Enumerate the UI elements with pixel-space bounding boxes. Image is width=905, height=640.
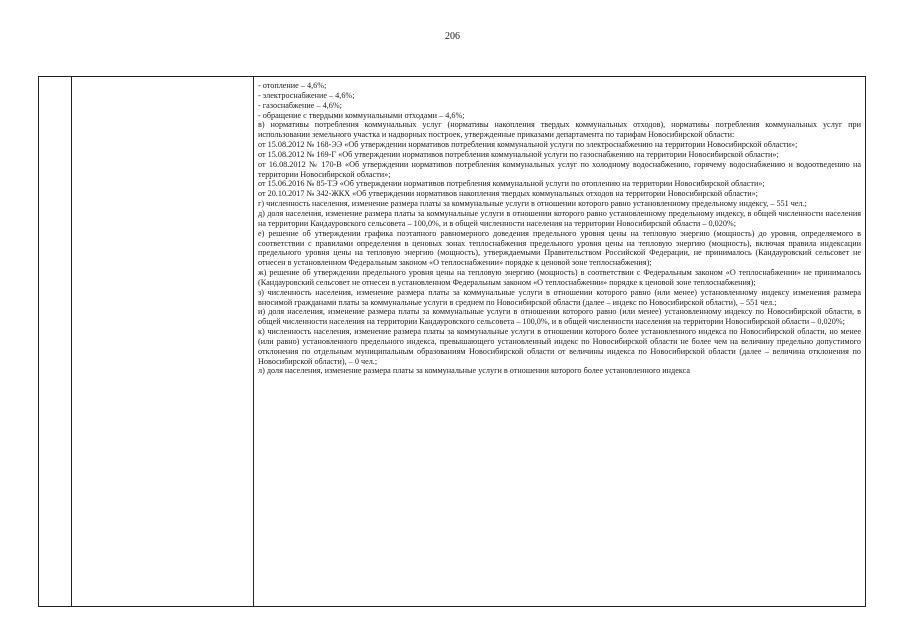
list-item-gas: - газоснабжение – 4,6%; — [258, 100, 342, 110]
paragraph-v: в) нормативы потребления коммунальных услуг (нормативы накопления твердых коммунальных отходов), нормативы потребления коммунальных услуг при использовании земельного участка и надворных построек, утвержденные приказами департамента по тарифам Новосибирской области: — [258, 120, 861, 140]
column-divider-1 — [71, 77, 72, 606]
order-169-g: от 15.08.2012 № 169-Г «Об утверждении нормативов потребления коммунальной услуги по газоснабжению на территории Новосибирской области»; — [258, 149, 779, 159]
paragraph-z: з) численность населения, изменение размера платы за коммунальные услуги в отношении которого равно (или менее) установленному индексу изменения размера вносимой гражданами платы за коммунальные услуги в среднем по Новосибирской области (далее – индекс по Новосибирской области), – 551 чел.; — [258, 287, 861, 307]
paragraph-l: л) доля населения, изменение размера платы за коммунальные услуги в отношении которого более установленного индекса — [258, 366, 690, 376]
content-cell — [258, 81, 861, 606]
paragraph-k: к) численность населения, изменение размера платы за коммунальные услуги в отношении которого более установленного индекса по Новосибирской области, но менее (или равно) установленного предельного индекса, превышающего установленный индекс по Новосибирской области не более чем на величину предельно допустимого отклонения по отдельным муниципальным образованиям Новосибирской области от величины индекса по Новосибирской области (далее – величина отклонения по Новосибирской области), – 0 чел.; — [258, 327, 861, 366]
paragraph-d: д) доля населения, изменение размера платы за коммунальные услуги в отношении которого равно установленному предельному индексу, в общей численности населения на территории Кандауровского сельсовета – 100,0%, и в общей численности населения на территории Новосибирской области – 0,020%; — [258, 208, 861, 228]
order-85-te: от 15.06.2016 № 85-ТЭ «Об утверждении нормативов потребления коммунальной услуги по отоплению на территории Новосибирской области»; — [258, 179, 765, 189]
paragraph-i: и) доля населения, изменение размера платы за коммунальные услуги в отношении которого равно (или менее) установленному индексу по Новосибирской области, в общей численности населения на территории Кандауровского сельсовета – 100,0%, и в общей численности населения на территории Новосибирской области – 0,020%; — [258, 307, 861, 327]
paragraph-zh: ж) решение об утверждении предельного уровня цены на тепловую энергию (мощность) в соответствии с Федеральным законом «О теплоснабжении» не принималось (Кандауровский сельсовет не отнесен в установленном Федеральным законом «О теплоснабжении» порядке к ценовой зоне теплоснабжения); — [258, 268, 861, 287]
order-170-v: от 16.08.2012 № 170-В «Об утверждении нормативов потребления коммунальных услуг по холодному водоснабжению, горячему водоснабжению и водоотведению на территории Новосибирской области»; — [258, 159, 861, 179]
page-number: 206 — [445, 31, 460, 42]
order-168-ee: от 15.08.2012 № 168-ЭЭ «Об утверждении нормативов потребления коммунальной услуги по электроснабжению на территории Новосибирской области»; — [258, 140, 798, 150]
document-table — [38, 76, 866, 607]
list-item-electricity: - электроснабжение – 4,6%; — [258, 90, 355, 100]
column-divider-2 — [253, 77, 254, 606]
paragraph-e: е) решение об утверждении графика поэтапного равномерного доведения предельного уровня цены на тепловую энергию (мощность) до уровня, определяемого в соответствии с правилами определения в ценовых зонах теплоснабжения предельного уровня цены на тепловую энергию (мощность), включая правила индексации предельного уровня цены на тепловую энергию (мощность), утверждаемыми Правительством Российской Федерации, не принималось (Кандауровский сельсовет не отнесен в установленном Федеральным законом «О теплоснабжении» порядке к ценовой зоне теплоснабжения); — [258, 228, 861, 268]
paragraph-g: г) численность населения, изменение размера платы за коммунальные услуги в отношении которого равно установленному предельному индексу, – 551 чел.; — [258, 199, 807, 209]
list-item-waste: - обращение с твердыми коммунальными отходами – 4,6%; — [258, 110, 465, 120]
list-item-heating: - отопление – 4,6%; — [258, 81, 327, 90]
order-342-zhkh: от 20.10.2017 № 342-ЖКХ «Об утверждении нормативов накопления твердых коммунальных отходов на территории Новосибирской области»; — [258, 189, 758, 199]
